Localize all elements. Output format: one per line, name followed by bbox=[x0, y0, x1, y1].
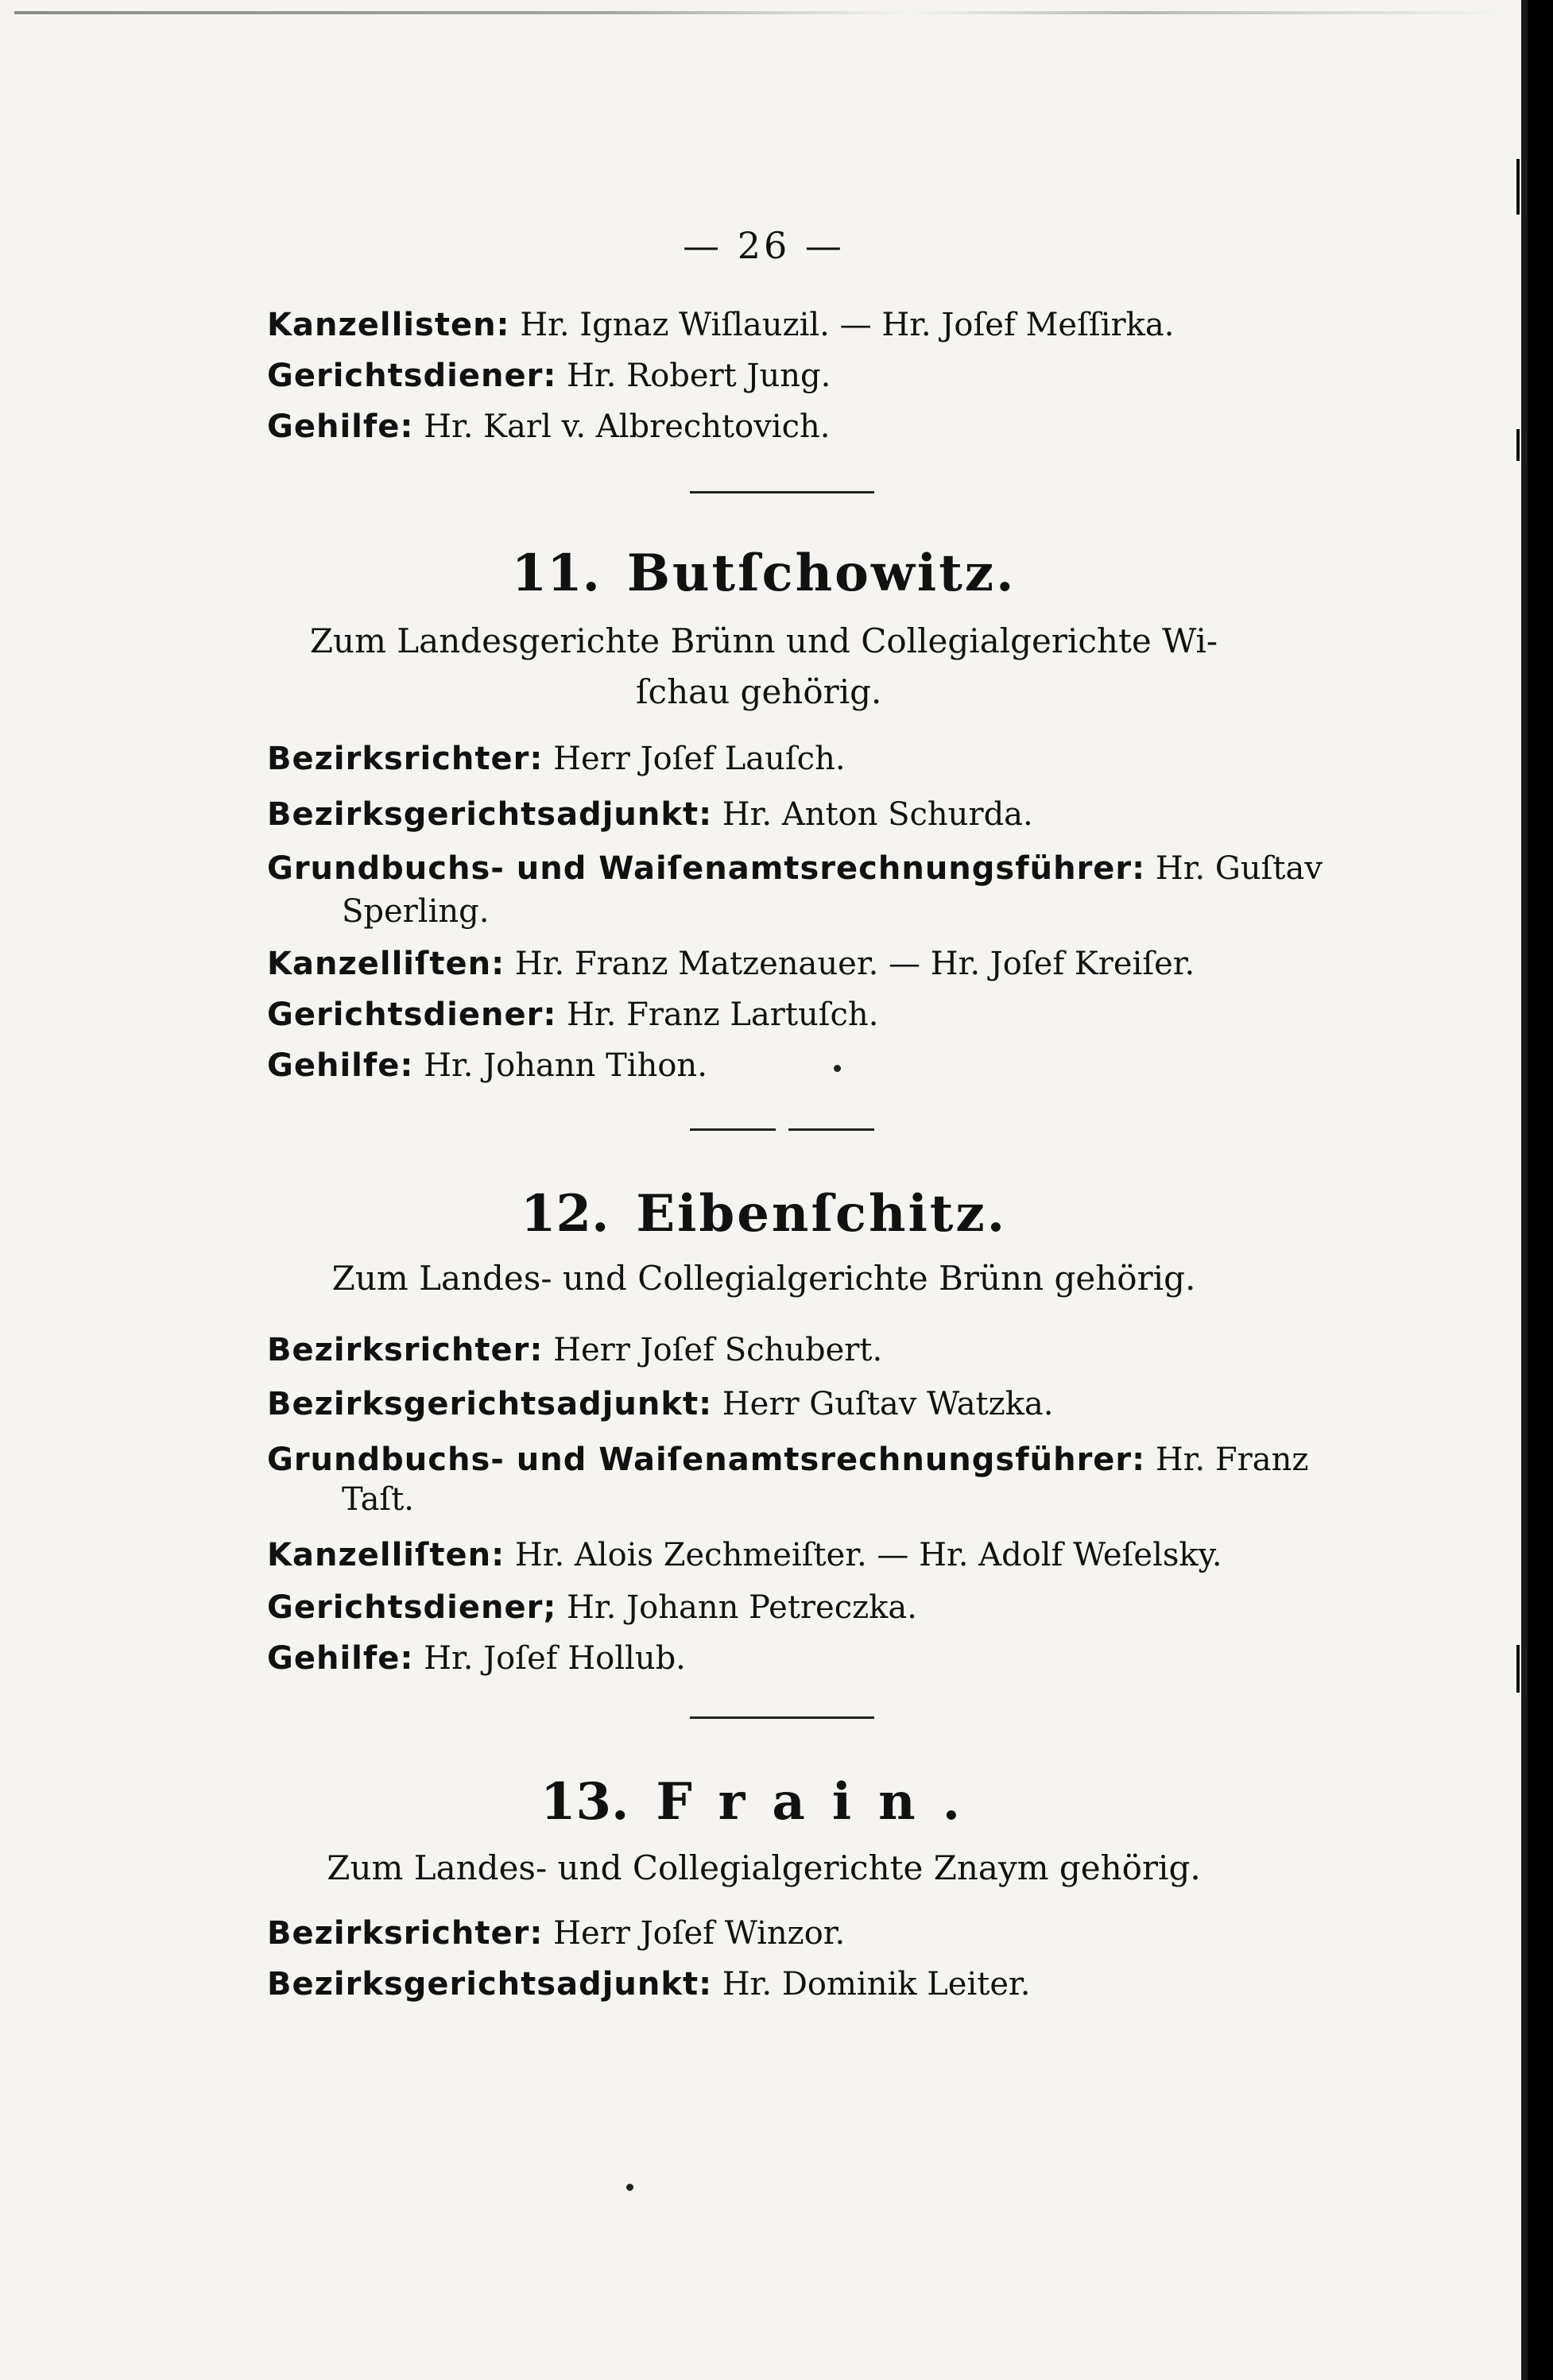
staff-names: Hr. Ignaz Wiſlauzil. — Hr. Joſef Meſſirka. bbox=[520, 307, 1175, 343]
page-number: — 26 — bbox=[683, 224, 845, 267]
section-number: 13. bbox=[540, 1772, 629, 1832]
staff-role: Gerichtsdiener: bbox=[267, 997, 557, 1033]
staff-names: Herr Joſef Lauſch. bbox=[553, 741, 846, 777]
staff-role: Gerichtsdiener: bbox=[267, 358, 557, 394]
section-heading bbox=[0, 544, 1528, 603]
staff-role: Bezirksgerichtsadjunkt: bbox=[267, 1966, 713, 2003]
section-divider bbox=[690, 491, 874, 493]
staff-role: Kanzelliſten: bbox=[267, 1537, 505, 1573]
margin-mark bbox=[1516, 159, 1520, 215]
staff-line bbox=[267, 1047, 707, 1084]
staff-role: Gehilfe: bbox=[267, 1640, 414, 1677]
margin-mark bbox=[1516, 1645, 1520, 1693]
section-heading bbox=[0, 1772, 1528, 1832]
staff-role: Grundbuchs- und Waiſenamtsrechnungsführer: bbox=[267, 850, 1146, 887]
staff-line bbox=[267, 1386, 1054, 1422]
staff-line bbox=[267, 358, 831, 394]
section-divider bbox=[690, 1716, 874, 1719]
staff-role: Kanzelliſten: bbox=[267, 946, 505, 982]
staff-line bbox=[267, 741, 846, 777]
staff-names: Hr. Karl v. Albrechtovich. bbox=[424, 408, 831, 445]
section-number: 11. bbox=[511, 544, 600, 603]
staff-names: Hr. Robert Jung. bbox=[567, 358, 831, 394]
staff-line bbox=[267, 1332, 882, 1368]
staff-line bbox=[267, 796, 1033, 833]
staff-line bbox=[267, 946, 1195, 982]
section-heading bbox=[0, 1184, 1528, 1244]
section-subtitle-continued: ſchau gehörig. bbox=[636, 672, 882, 711]
staff-role: Bezirksrichter: bbox=[267, 1332, 544, 1368]
staff-names: Herr Guſtav Watzka. bbox=[722, 1386, 1054, 1422]
staff-names: Herr Joſef Schubert. bbox=[553, 1332, 883, 1368]
section-subtitle: Zum Landes- und Collegialgerichte Brünn gehörig. bbox=[331, 1259, 1196, 1298]
staff-line-continued: Sperling. bbox=[342, 893, 490, 930]
staff-names: Hr. Franz Lartuſch. bbox=[567, 997, 879, 1033]
staff-role: Kanzellisten: bbox=[267, 307, 510, 343]
staff-role: Grundbuchs- und Waiſenamtsrechnungsführer: bbox=[267, 1442, 1146, 1478]
section-name: Eibenſchitz. bbox=[636, 1184, 1007, 1244]
staff-line bbox=[267, 1589, 917, 1626]
staff-role: Gehilfe: bbox=[267, 1047, 414, 1084]
staff-names: Hr. Anton Schurda. bbox=[722, 796, 1033, 833]
section-subtitle: Zum Landesgerichte Brünn und Collegialgerichte Wi- bbox=[309, 621, 1218, 660]
staff-line bbox=[267, 307, 1174, 343]
staff-line bbox=[267, 1537, 1222, 1573]
staff-names: Hr. Johann Tihon. bbox=[424, 1047, 707, 1084]
section-divider bbox=[690, 1128, 874, 1131]
staff-line-continued: Taſt. bbox=[342, 1481, 415, 1518]
ink-speck bbox=[626, 2184, 633, 2191]
staff-names: Hr. Dominik Leiter. bbox=[722, 1966, 1031, 2003]
staff-role: Bezirksrichter: bbox=[267, 741, 544, 777]
section-number: 12. bbox=[521, 1184, 610, 1244]
staff-role: Bezirksgerichtsadjunkt: bbox=[267, 796, 713, 833]
staff-line bbox=[267, 850, 1323, 887]
staff-names: Hr. Johann Petreczka. bbox=[567, 1589, 917, 1626]
staff-line bbox=[267, 1640, 686, 1677]
section-name: Butſchowitz. bbox=[626, 544, 1017, 603]
staff-names: Hr. Franz Matzenauer. — Hr. Joſef Kreiſer. bbox=[514, 946, 1195, 982]
section-name: Frain. bbox=[656, 1772, 987, 1832]
staff-role: Bezirksgerichtsadjunkt: bbox=[267, 1386, 713, 1422]
staff-role: Bezirksrichter: bbox=[267, 1915, 544, 1952]
ink-speck bbox=[834, 1065, 841, 1072]
section-subtitle: Zum Landes- und Collegialgerichte Znaym gehörig. bbox=[327, 1848, 1201, 1887]
staff-line bbox=[267, 408, 830, 445]
staff-names: Hr. Franz bbox=[1155, 1442, 1309, 1478]
staff-line bbox=[267, 1966, 1030, 2003]
staff-line bbox=[267, 997, 878, 1033]
staff-names: Hr. Alois Zechmeiſter. — Hr. Adolf Weſelsky. bbox=[514, 1537, 1222, 1573]
staff-names: Hr. Joſef Hollub. bbox=[424, 1640, 686, 1677]
margin-mark bbox=[1516, 429, 1520, 461]
staff-names: Hr. Guſtav bbox=[1155, 850, 1323, 887]
staff-names: Herr Joſef Winzor. bbox=[553, 1915, 846, 1952]
staff-role: Gehilfe: bbox=[267, 408, 414, 445]
staff-line bbox=[267, 1442, 1308, 1478]
staff-role: Gerichtsdiener; bbox=[267, 1589, 557, 1626]
staff-line bbox=[267, 1915, 845, 1952]
